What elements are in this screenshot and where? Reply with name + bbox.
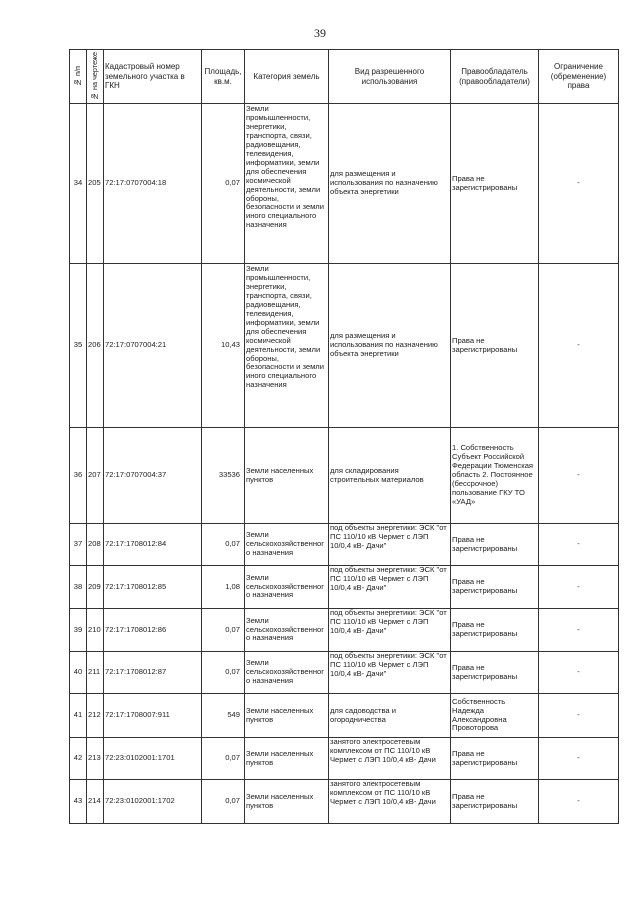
cell-area: 0,07 [202, 652, 245, 694]
cell-category: Земли сельскохозяйственного назначения [245, 609, 329, 652]
cell-category: Земли сельскохозяйственного назначения [245, 652, 329, 694]
land-plots-table [69, 49, 619, 824]
header-permitted-use: Вид разрешенного использования [329, 50, 451, 104]
cell-num: 40 [70, 652, 87, 694]
cell-chet: 209 [87, 566, 104, 609]
cell-use: под объекты энергетики: ЭСК "от ПС 110/10 кВ Чермет с ЛЭП 10/0,4 кВ- Дачи" [329, 652, 451, 694]
cell-owner: Права не зарегистрированы [451, 524, 539, 566]
cell-category: Земли сельскохозяйственного назначения [245, 566, 329, 609]
cell-chet: 212 [87, 694, 104, 738]
cell-limit: - [539, 738, 619, 780]
cell-num: 36 [70, 428, 87, 524]
cell-owner: Права не зарегистрированы [451, 738, 539, 780]
cell-area: 10,43 [202, 264, 245, 428]
table-row [70, 652, 619, 694]
cell-num: 41 [70, 694, 87, 738]
cell-limit: - [539, 524, 619, 566]
cell-area: 33536 [202, 428, 245, 524]
cell-cadastral: 72:17:1708012:86 [104, 609, 202, 652]
cell-chet: 208 [87, 524, 104, 566]
cell-use: под объекты энергетики: ЭСК "от ПС 110/10 кВ Чермет с ЛЭП 10/0,4 кВ- Дачи" [329, 609, 451, 652]
cell-owner: Права не зарегистрированы [451, 566, 539, 609]
table-row [70, 566, 619, 609]
cell-area: 1,08 [202, 566, 245, 609]
cell-limit: - [539, 652, 619, 694]
cell-category: Земли населенных пунктов [245, 694, 329, 738]
table-row [70, 428, 619, 524]
cell-use: для садоводства и огородничества [329, 694, 451, 738]
cell-num: 37 [70, 524, 87, 566]
cell-area: 0,07 [202, 524, 245, 566]
cell-cadastral: 72:17:1708012:84 [104, 524, 202, 566]
header-owner: Правообладатель (правообладатели) [451, 50, 539, 104]
cell-chet: 211 [87, 652, 104, 694]
header-category: Категория земель [245, 50, 329, 104]
cell-cadastral: 72:17:0707004:21 [104, 264, 202, 428]
cell-category: Земли населенных пунктов [245, 780, 329, 824]
cell-owner: Права не зарегистрированы [451, 264, 539, 428]
cell-category: Земли сельскохозяйственного назначения [245, 524, 329, 566]
cell-category: Земли населенных пунктов [245, 738, 329, 780]
table-row [70, 694, 619, 738]
cell-owner: Права не зарегистрированы [451, 780, 539, 824]
cell-limit: - [539, 428, 619, 524]
cell-limit: - [539, 694, 619, 738]
cell-use: занятого электросетевым комплексом от ПС 110/10 кВ Чермет с ЛЭП 10/0,4 кВ- Дачи [329, 780, 451, 824]
header-chet-num: № на чертеже [87, 50, 104, 104]
cell-use: для складирования строительных материалов [329, 428, 451, 524]
cell-owner: Собственность Надежда Александровна Провоторова [451, 694, 539, 738]
cell-use: занятого электросетевым комплексом от ПС 110/10 кВ Чермет с ЛЭП 10/0,4 кВ- Дачи [329, 738, 451, 780]
cell-owner: 1. Собственность Субъект Российской Федерации Тюменская область 2. Постоянное (бессрочное) пользование ГКУ ТО «УАД» [451, 428, 539, 524]
cell-use: для размещения и использования по назначению объекта энергетики [329, 104, 451, 264]
cell-use: под объекты энергетики: ЭСК "от ПС 110/10 кВ Чермет с ЛЭП 10/0,4 кВ- Дачи" [329, 524, 451, 566]
cell-num: 35 [70, 264, 87, 428]
cell-num: 38 [70, 566, 87, 609]
table-row [70, 264, 619, 428]
table-row [70, 524, 619, 566]
cell-category: Земли промышленности, энергетики, транспорта, связи, радиовещания, телевидения, информатики, земли для обеспечения космической деятельности, земли обороны, безопасности и земли иного специального назначения [245, 264, 329, 428]
cell-cadastral: 72:17:0707004:18 [104, 104, 202, 264]
cell-cadastral: 72:17:1708012:85 [104, 566, 202, 609]
cell-cadastral: 72:17:0707004:37 [104, 428, 202, 524]
cell-cadastral: 72:23:0102001:1702 [104, 780, 202, 824]
cell-cadastral: 72:23:0102001:1701 [104, 738, 202, 780]
cell-cadastral: 72:17:1708007:911 [104, 694, 202, 738]
header-num: № п/п [70, 50, 87, 104]
header-row [70, 50, 619, 104]
cell-num: 43 [70, 780, 87, 824]
header-limitation: Ограничение (обременение) права [539, 50, 619, 104]
cell-chet: 207 [87, 428, 104, 524]
cell-owner: Права не зарегистрированы [451, 609, 539, 652]
cell-chet: 210 [87, 609, 104, 652]
cell-owner: Права не зарегистрированы [451, 104, 539, 264]
cell-num: 42 [70, 738, 87, 780]
cell-limit: - [539, 780, 619, 824]
cell-limit: - [539, 104, 619, 264]
table-row [70, 738, 619, 780]
table-row [70, 780, 619, 824]
cell-chet: 214 [87, 780, 104, 824]
header-cadastral: Кадастровый номер земельного участка в ГКН [104, 50, 202, 104]
cell-cadastral: 72:17:1708012:87 [104, 652, 202, 694]
cell-use: под объекты энергетики: ЭСК "от ПС 110/10 кВ Чермет с ЛЭП 10/0,4 кВ- Дачи" [329, 566, 451, 609]
cell-limit: - [539, 566, 619, 609]
cell-chet: 213 [87, 738, 104, 780]
page-number: 39 [314, 26, 326, 40]
cell-use: для размещения и использования по назначению объекта энергетики [329, 264, 451, 428]
header-area: Площадь, кв.м. [202, 50, 245, 104]
cell-category: Земли населенных пунктов [245, 428, 329, 524]
table-row [70, 609, 619, 652]
cell-area: 0,07 [202, 780, 245, 824]
cell-area: 0,07 [202, 738, 245, 780]
cell-chet: 205 [87, 104, 104, 264]
cell-num: 34 [70, 104, 87, 264]
cell-owner: Права не зарегистрированы [451, 652, 539, 694]
cell-category: Земли промышленности, энергетики, транспорта, связи, радиовещания, телевидения, информатики, земли для обеспечения космической деятельности, земли обороны, безопасности и земли иного специального назначения [245, 104, 329, 264]
table-row [70, 104, 619, 264]
cell-limit: - [539, 264, 619, 428]
cell-area: 0,07 [202, 104, 245, 264]
cell-chet: 206 [87, 264, 104, 428]
cell-num: 39 [70, 609, 87, 652]
cell-area: 0,07 [202, 609, 245, 652]
cell-limit: - [539, 609, 619, 652]
cell-area: 549 [202, 694, 245, 738]
